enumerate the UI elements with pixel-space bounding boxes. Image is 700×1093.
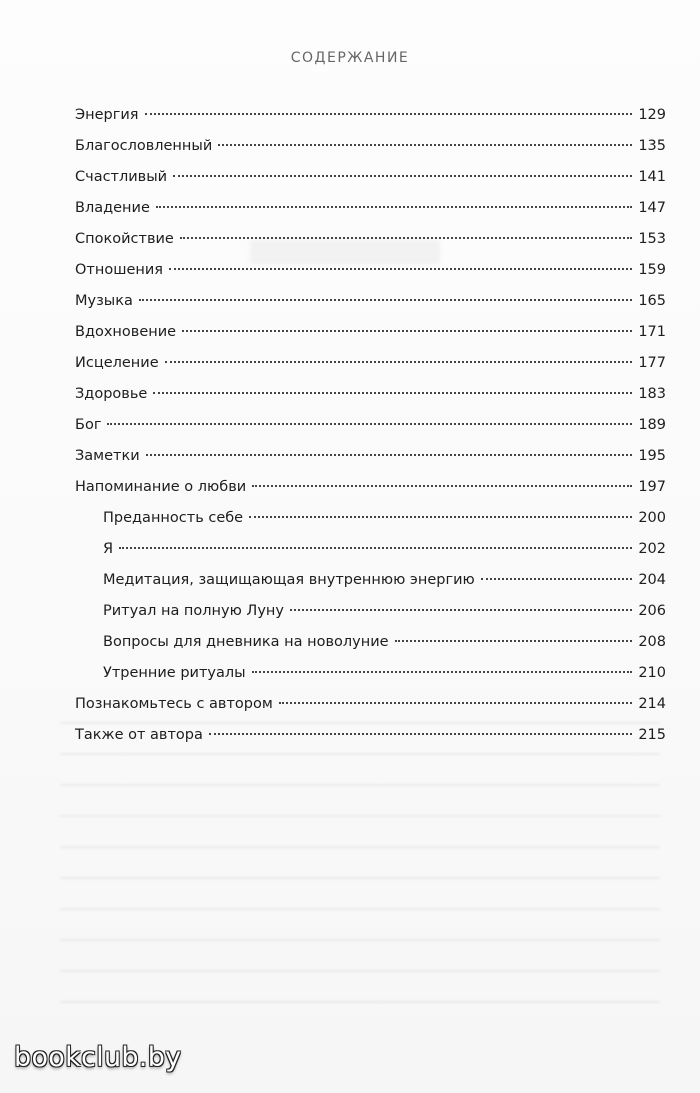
dot-leader bbox=[290, 609, 632, 611]
toc-page-number: 165 bbox=[638, 293, 666, 309]
toc-entry-title: Познакомьтесь с автором bbox=[75, 696, 273, 712]
toc-entry-title: Благословленный bbox=[75, 138, 213, 154]
dot-leader bbox=[182, 330, 632, 332]
toc-entry-title: Бог bbox=[75, 417, 102, 433]
dot-leader bbox=[169, 268, 632, 270]
toc-page-number: 177 bbox=[638, 355, 666, 371]
toc-entry bbox=[75, 200, 666, 231]
toc-page-number: 214 bbox=[638, 696, 666, 712]
toc-page-number: 159 bbox=[638, 262, 666, 278]
toc-entry-title: Вдохновение bbox=[75, 324, 177, 340]
toc-page-number: 189 bbox=[638, 417, 666, 433]
watermark-logo: bookclub.by bbox=[14, 1042, 182, 1073]
toc-page-number: 183 bbox=[638, 386, 666, 402]
toc-entry-title: Счастливый bbox=[75, 169, 168, 185]
toc-subentry bbox=[75, 603, 666, 634]
dot-leader bbox=[252, 671, 633, 673]
toc-subentry bbox=[75, 541, 666, 572]
dot-leader bbox=[146, 454, 633, 456]
dot-leader bbox=[139, 299, 632, 301]
toc-page-number: 202 bbox=[638, 541, 666, 557]
toc-entry bbox=[75, 107, 666, 138]
dot-leader bbox=[180, 237, 632, 239]
dot-leader bbox=[145, 113, 633, 115]
dot-leader bbox=[119, 547, 632, 549]
toc-page-number: 210 bbox=[638, 665, 666, 681]
toc-entry bbox=[75, 293, 666, 324]
toc-entry-title: Отношения bbox=[75, 262, 164, 278]
toc-page-number: 215 bbox=[638, 727, 666, 743]
toc-page-number: 206 bbox=[638, 603, 666, 619]
toc-entry bbox=[75, 324, 666, 355]
table-of-contents bbox=[75, 107, 666, 758]
toc-entry-title: Ритуал на полную Луну bbox=[103, 603, 284, 619]
toc-entry-title: Музыка bbox=[75, 293, 133, 309]
toc-page-number: 153 bbox=[638, 231, 666, 247]
toc-entry bbox=[75, 696, 666, 727]
toc-entry bbox=[75, 169, 666, 200]
dot-leader bbox=[481, 578, 633, 580]
toc-entry-title: Энергия bbox=[75, 107, 139, 123]
toc-page-number: 197 bbox=[638, 479, 666, 495]
toc-subentry bbox=[75, 572, 666, 603]
toc-entry-title: Преданность себе bbox=[103, 510, 244, 526]
toc-entry-title: Медитация, защищающая внутреннюю энергию bbox=[103, 572, 475, 588]
dot-leader bbox=[107, 423, 632, 425]
dot-leader bbox=[153, 392, 632, 394]
dot-leader bbox=[395, 640, 633, 642]
toc-entry bbox=[75, 448, 666, 479]
toc-entry bbox=[75, 386, 666, 417]
dot-leader bbox=[252, 485, 632, 487]
page-title: СОДЕРЖАНИЕ bbox=[290, 50, 410, 66]
toc-entry-title: Также от автора bbox=[75, 727, 203, 743]
dot-leader bbox=[165, 361, 633, 363]
toc-entry-title: Заметки bbox=[75, 448, 140, 464]
toc-entry-title: Я bbox=[103, 541, 114, 557]
toc-page-number: 195 bbox=[638, 448, 666, 464]
toc-entry-title: Владение bbox=[75, 200, 150, 216]
toc-page-number: 147 bbox=[638, 200, 666, 216]
toc-entry bbox=[75, 138, 666, 169]
dot-leader bbox=[279, 702, 633, 704]
toc-entry-title: Исцеление bbox=[75, 355, 159, 371]
toc-entry bbox=[75, 417, 666, 448]
toc-page-number: 204 bbox=[638, 572, 666, 588]
dot-leader bbox=[218, 144, 632, 146]
dot-leader bbox=[249, 516, 632, 518]
toc-entry-title: Здоровье bbox=[75, 386, 148, 402]
toc-entry-title: Вопросы для дневника на новолуние bbox=[103, 634, 389, 650]
toc-page-number: 129 bbox=[638, 107, 666, 123]
toc-page-number: 171 bbox=[638, 324, 666, 340]
toc-page-number: 141 bbox=[638, 169, 666, 185]
toc-entry bbox=[75, 727, 666, 758]
toc-subentry bbox=[75, 510, 666, 541]
toc-entry-title: Напоминание о любви bbox=[75, 479, 247, 495]
dot-leader bbox=[156, 206, 632, 208]
toc-entry bbox=[75, 355, 666, 386]
toc-subentry bbox=[75, 634, 666, 665]
toc-entry bbox=[75, 479, 666, 510]
dot-leader bbox=[209, 733, 632, 735]
toc-page-number: 135 bbox=[638, 138, 666, 154]
toc-subentry bbox=[75, 665, 666, 696]
toc-page-number: 200 bbox=[638, 510, 666, 526]
toc-entry bbox=[75, 231, 666, 262]
toc-entry-title: Спокойствие bbox=[75, 231, 174, 247]
toc-entry-title: Утренние ритуалы bbox=[103, 665, 246, 681]
toc-entry bbox=[75, 262, 666, 293]
toc-page-number: 208 bbox=[638, 634, 666, 650]
dot-leader bbox=[173, 175, 632, 177]
